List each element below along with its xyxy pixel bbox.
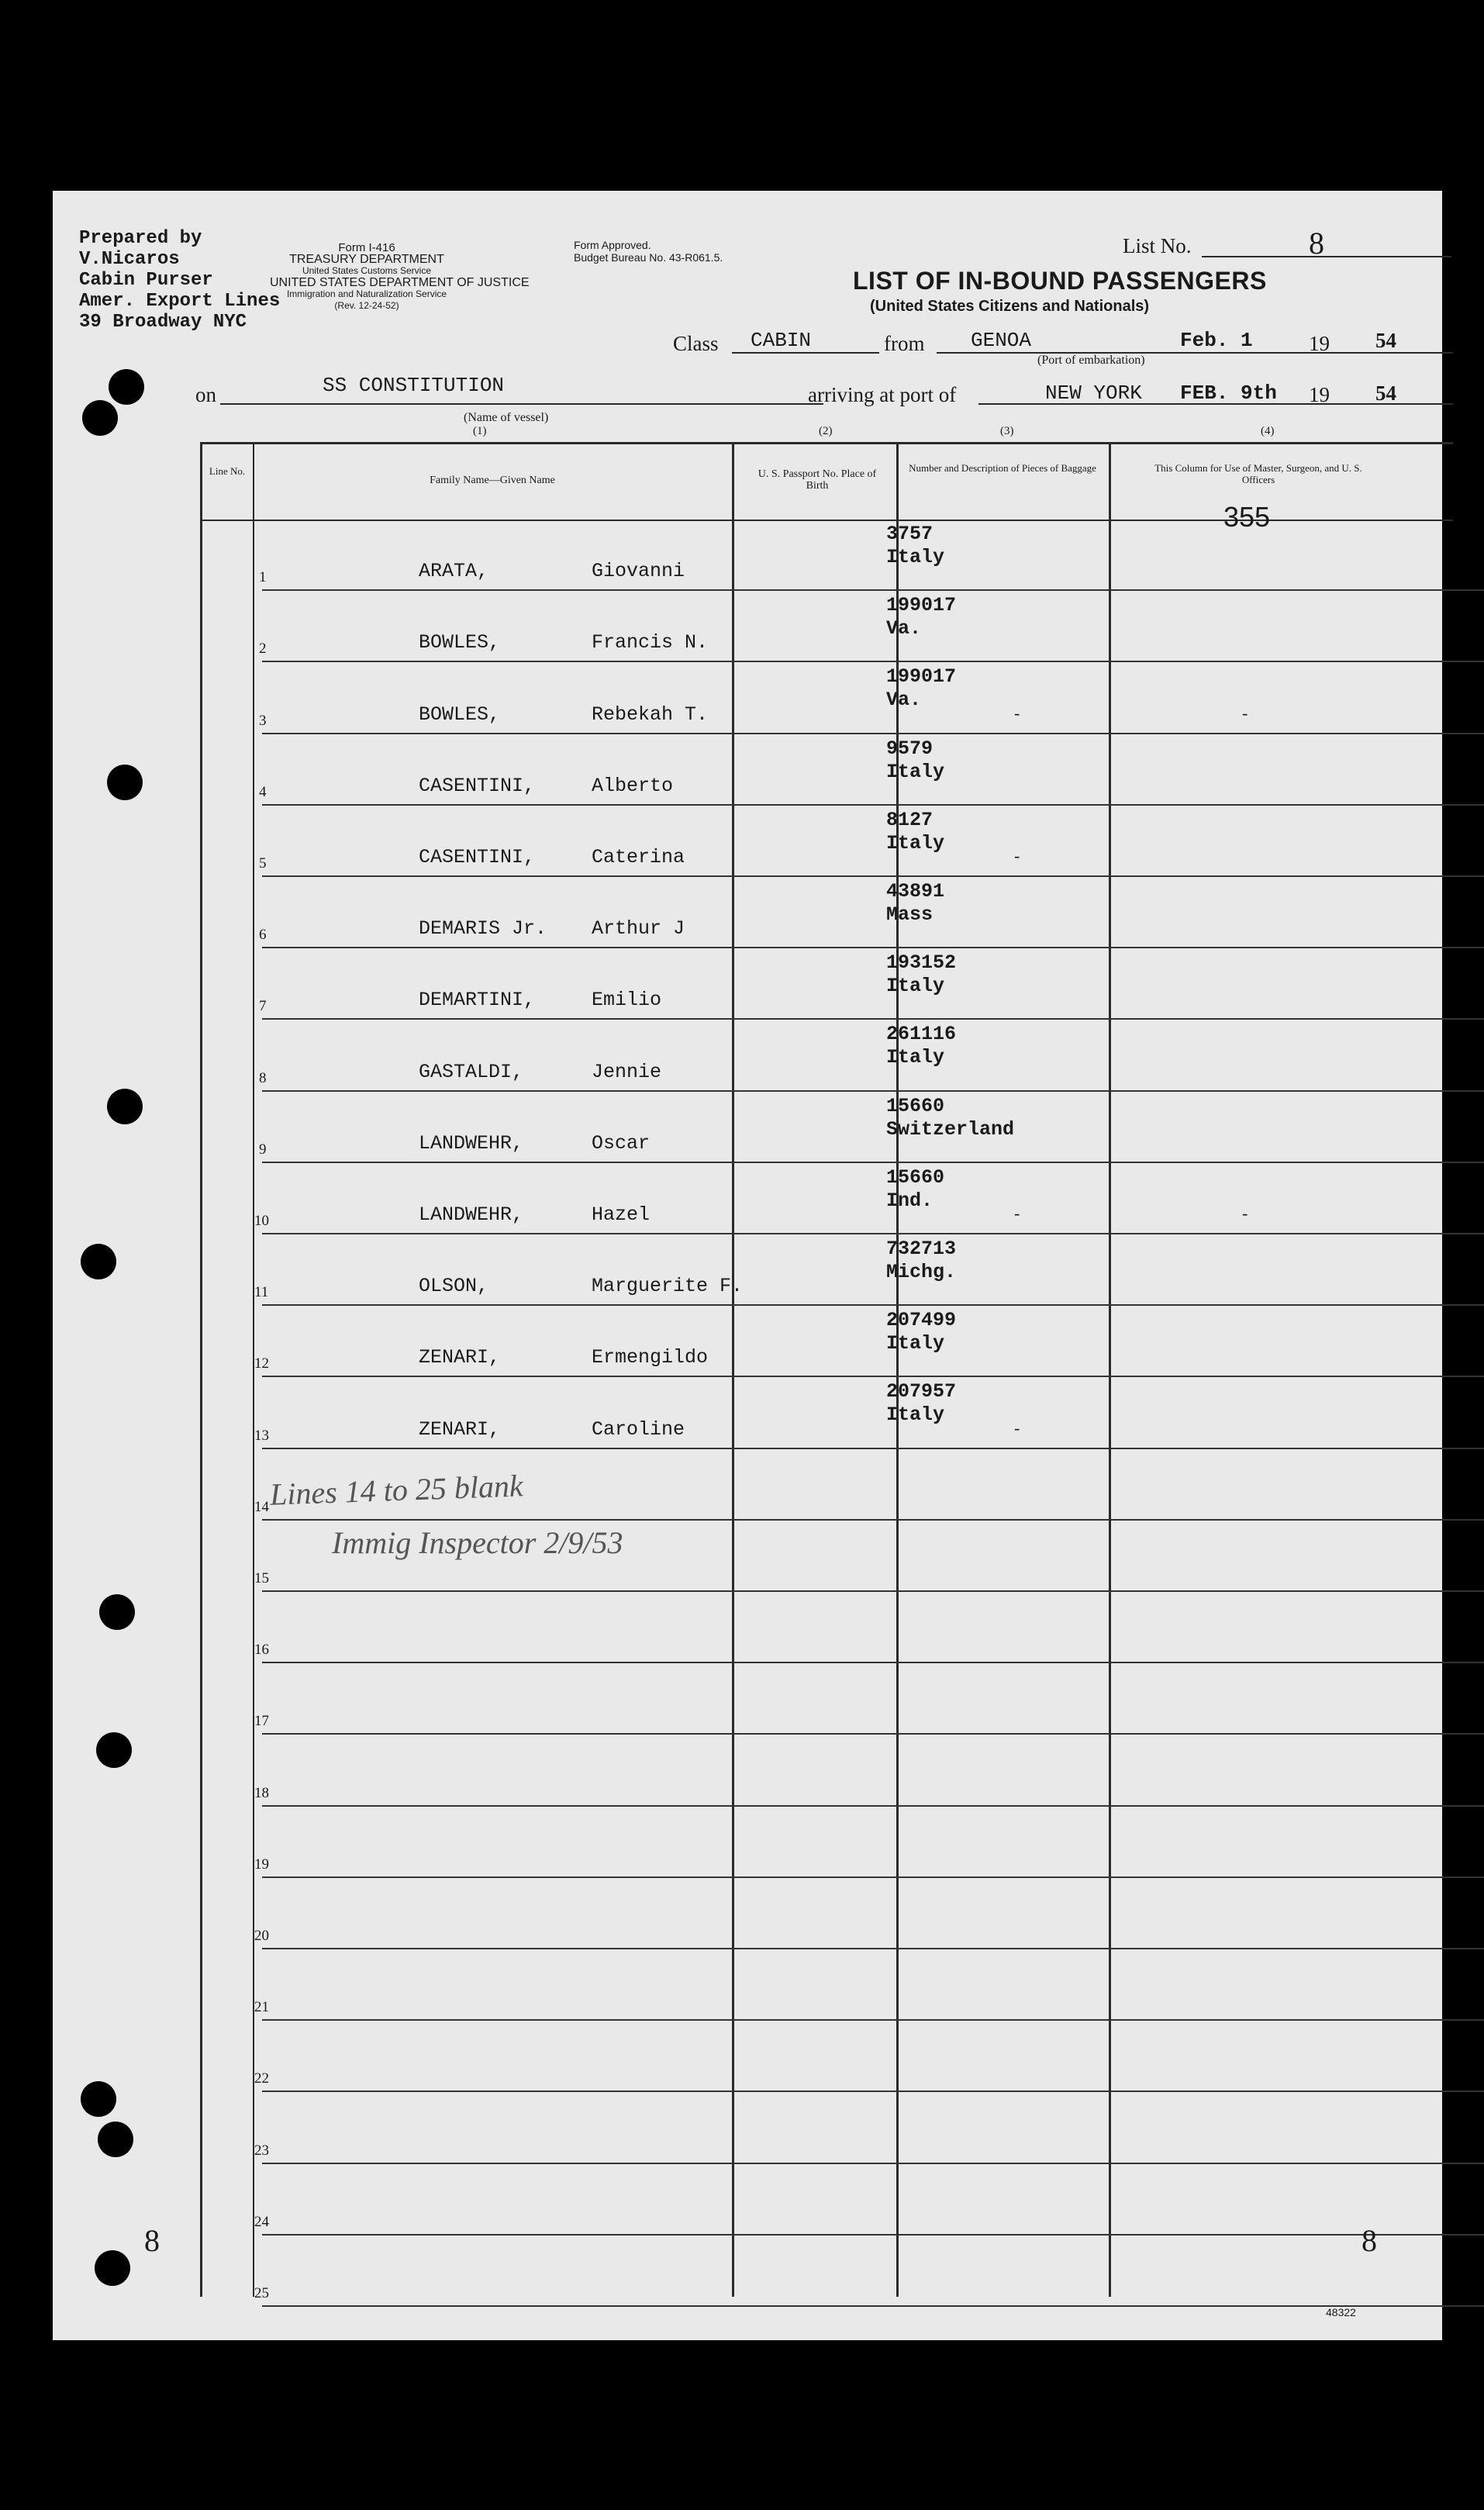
class-label: Class <box>673 332 719 355</box>
handwritten-note-line14: Lines 14 to 25 blank <box>269 1468 524 1512</box>
departure-date: Feb. 1 <box>1180 329 1253 352</box>
table-row <box>185 520 1467 591</box>
form-subtitle: (United States Citizens and Nationals) <box>870 298 1150 315</box>
line-number: 2 <box>259 640 267 658</box>
baggage-dash: - <box>1014 1417 1020 1438</box>
form-code: 48322 <box>1326 2306 1356 2318</box>
table-row <box>185 734 1467 806</box>
passport-number: 43891 <box>886 880 945 903</box>
family-name: GASTALDI, <box>419 1060 524 1083</box>
preparer-line: Prepared by <box>79 228 202 249</box>
column-number-4: (4) <box>1261 425 1275 437</box>
preparer-line: Cabin Purser <box>79 270 213 291</box>
given-name: Arthur J <box>592 917 685 941</box>
binder-hole <box>81 2081 116 2117</box>
table-row <box>185 877 1467 948</box>
place-of-birth: Va. <box>886 689 922 712</box>
family-name: ARATA, <box>419 560 489 583</box>
passport-number: 15660 <box>886 1165 945 1189</box>
line-number: 1 <box>259 569 267 586</box>
line-number: 6 <box>259 927 267 944</box>
passport-number: 15660 <box>886 1094 945 1117</box>
place-of-birth: Mass <box>886 903 934 926</box>
table-row <box>185 1949 1467 2021</box>
header-passport-text: U. S. Passport No. Place of Birth <box>758 468 877 492</box>
vessel-underline <box>220 403 823 405</box>
class-underline <box>732 352 879 354</box>
family-name: LANDWEHR, <box>419 1203 524 1226</box>
page-number-right: 8 <box>1361 2223 1377 2258</box>
document-page <box>53 191 1442 2340</box>
column-number-1: (1) <box>473 425 487 437</box>
header-passport <box>747 468 887 492</box>
arrival-port: NEW YORK <box>1045 382 1142 405</box>
line-number: 12 <box>254 1355 269 1372</box>
line-number: 21 <box>254 1999 269 2016</box>
table-row <box>185 1878 1467 1949</box>
binder-hole <box>107 765 143 800</box>
table-row <box>185 1377 1467 1448</box>
binder-hole <box>98 2122 133 2157</box>
vessel-caption: (Name of vessel) <box>464 411 549 424</box>
baggage-dash: - <box>1014 703 1020 723</box>
binder-hole <box>95 2250 130 2286</box>
given-name: Caterina <box>592 845 685 868</box>
line-number: 13 <box>254 1427 269 1444</box>
officer-note: 355 <box>1223 501 1271 533</box>
table-row <box>185 1306 1467 1377</box>
table-row <box>185 662 1467 734</box>
table-row <box>185 1020 1467 1091</box>
line-number: 19 <box>254 1856 269 1873</box>
line-number: 22 <box>254 2070 269 2087</box>
binder-hole <box>82 400 118 436</box>
place-of-birth: Italy <box>886 546 945 568</box>
family-name: CASENTINI, <box>419 845 536 868</box>
table-row <box>185 2164 1467 2236</box>
embark-port-caption: (Port of embarkation) <box>1037 354 1145 367</box>
table-row <box>185 1092 1467 1163</box>
family-name: BOWLES, <box>419 631 501 654</box>
given-name: Francis N. <box>592 631 709 654</box>
passport-number: 9579 <box>886 737 934 760</box>
arrival-date: FEB. 9th <box>1180 382 1277 405</box>
given-name: Hazel <box>592 1203 651 1226</box>
preparer-line: V.Nicaros <box>79 249 180 270</box>
year-underline <box>1371 352 1453 354</box>
line-number: 14 <box>254 1498 269 1515</box>
form-dept2-sub: Immigration and Naturalization Service <box>286 288 447 299</box>
baggage-dash: - <box>1014 845 1020 865</box>
place-of-birth: Italy <box>886 1046 945 1069</box>
binder-hole <box>99 1594 135 1630</box>
line-number: 24 <box>254 2213 269 2230</box>
place-of-birth: Ind. <box>886 1189 934 1212</box>
line-number: 20 <box>254 1927 269 1944</box>
line-number: 23 <box>254 2142 269 2159</box>
place-of-birth: Italy <box>886 1332 945 1355</box>
given-name: Giovanni <box>592 560 685 583</box>
place-of-birth: Italy <box>886 1403 945 1427</box>
line-number: 8 <box>259 1069 267 1086</box>
table-row <box>185 1592 1467 1663</box>
line-number: 9 <box>259 1141 267 1158</box>
family-name: ZENARI, <box>419 1417 501 1441</box>
passport-number: 732713 <box>886 1238 957 1260</box>
list-number-underline <box>1202 256 1451 257</box>
form-title: LIST OF IN-BOUND PASSENGERS <box>853 267 1267 295</box>
family-name: DEMARTINI, <box>419 989 536 1012</box>
table-top-border <box>200 442 1453 444</box>
given-name: Rebekah T. <box>592 703 709 726</box>
form-number: Form I-416 <box>338 241 395 254</box>
arrival-year: 54 <box>1375 382 1396 405</box>
line-number: 3 <box>259 712 267 729</box>
vessel-name: SS CONSTITUTION <box>323 374 505 397</box>
line-number: 16 <box>254 1642 269 1659</box>
family-name: OLSON, <box>419 1275 489 1298</box>
preparer-stamp <box>79 228 280 333</box>
table-row <box>185 591 1467 662</box>
binder-hole <box>96 1732 132 1768</box>
form-dept1-sub: United States Customs Service <box>302 265 432 276</box>
passport-number: 261116 <box>886 1023 957 1046</box>
line-number: 15 <box>254 1569 269 1586</box>
officer-dash: - <box>1242 1203 1248 1223</box>
binder-hole <box>81 1244 116 1279</box>
year-prefix: 19 <box>1309 332 1330 355</box>
year-prefix-2: 19 <box>1309 383 1330 406</box>
passport-number: 193152 <box>886 951 957 975</box>
form-rev: (Rev. 12-24-52) <box>334 300 399 311</box>
given-name: Oscar <box>592 1131 651 1155</box>
form-approval <box>574 239 723 264</box>
form-info <box>270 241 530 312</box>
given-name: Ermengildo <box>592 1346 709 1369</box>
page-number-left: 8 <box>144 2223 160 2258</box>
given-name: Jennie <box>592 1060 662 1083</box>
list-number-value: 8 <box>1309 226 1324 261</box>
family-name: CASENTINI, <box>419 774 536 797</box>
line-number: 18 <box>254 1784 269 1801</box>
line-number: 11 <box>254 1284 269 1301</box>
passport-number: 3757 <box>886 523 934 545</box>
family-name: ZENARI, <box>419 1346 501 1369</box>
given-name: Caroline <box>592 1417 685 1441</box>
place-of-birth: Va. <box>886 617 922 640</box>
passport-number: 207499 <box>886 1309 957 1332</box>
header-line-no-text: Line No. <box>209 465 246 477</box>
place-of-birth: Italy <box>886 975 945 998</box>
column-number-3: (3) <box>1000 425 1014 437</box>
passport-number: 207957 <box>886 1380 957 1403</box>
header-officers-text: This Column for Use of Master, Surgeon, and U. S. Officers <box>1154 462 1362 485</box>
table-row <box>185 1163 1467 1234</box>
header-baggage-text: Number and Description of Pieces of Baggage <box>909 462 1096 474</box>
line-number: 5 <box>259 855 267 872</box>
form-approved: Form Approved. <box>574 239 651 251</box>
table-row <box>185 1735 1467 1806</box>
place-of-birth: Switzerland <box>886 1117 1015 1141</box>
place-of-birth: Italy <box>886 760 945 783</box>
on-label: on <box>195 383 216 406</box>
header-name: Family Name—Given Name <box>430 475 555 486</box>
class-value: CABIN <box>751 329 812 352</box>
baggage-dash: - <box>1014 1203 1020 1223</box>
departure-year: 54 <box>1375 329 1396 352</box>
given-name: Marguerite F. <box>592 1275 744 1298</box>
binder-hole <box>109 369 144 405</box>
column-number-2: (2) <box>819 425 833 437</box>
form-dept1: TREASURY DEPARTMENT <box>289 253 444 266</box>
family-name: LANDWEHR, <box>419 1131 524 1155</box>
table-row <box>185 1807 1467 1878</box>
family-name: DEMARIS Jr. <box>419 917 547 941</box>
preparer-line: 39 Broadway NYC <box>79 312 247 333</box>
passport-number: 199017 <box>886 594 957 617</box>
from-label: from <box>884 332 925 355</box>
budget-bureau: Budget Bureau No. 43-R061.5. <box>574 251 723 264</box>
handwritten-signature-line15: Immig Inspector 2/9/53 <box>332 1525 623 1560</box>
passport-number: 199017 <box>886 665 957 689</box>
list-number-label: List No. <box>1123 234 1192 257</box>
line-number: 17 <box>254 1713 269 1730</box>
header-line-no <box>203 465 251 477</box>
table-row <box>185 948 1467 1020</box>
officer-dash: - <box>1242 703 1248 723</box>
family-name: BOWLES, <box>419 703 501 726</box>
table-row <box>185 2021 1467 2092</box>
given-name: Emilio <box>592 989 662 1012</box>
row-rule <box>262 2305 1484 2307</box>
given-name: Alberto <box>592 774 674 797</box>
line-number: 4 <box>259 783 267 800</box>
header-officers <box>1154 462 1363 485</box>
table-row <box>185 806 1467 877</box>
table-row <box>185 1663 1467 1735</box>
passport-number: 8127 <box>886 808 934 831</box>
table-row <box>185 2092 1467 2163</box>
header-baggage <box>906 462 1099 474</box>
table-row <box>185 2236 1467 2307</box>
form-dept2: UNITED STATES DEPARTMENT OF JUSTICE <box>270 276 530 289</box>
preparer-line: Amer. Export Lines <box>79 291 281 312</box>
embark-port: GENOA <box>971 329 1032 352</box>
arriving-label: arriving at port of <box>808 383 957 406</box>
table-row <box>185 1234 1467 1306</box>
line-number: 25 <box>254 2284 269 2301</box>
binder-hole <box>107 1089 143 1124</box>
place-of-birth: Michg. <box>886 1261 957 1283</box>
line-number: 7 <box>259 998 267 1015</box>
line-number: 10 <box>254 1212 269 1229</box>
place-of-birth: Italy <box>886 831 945 855</box>
